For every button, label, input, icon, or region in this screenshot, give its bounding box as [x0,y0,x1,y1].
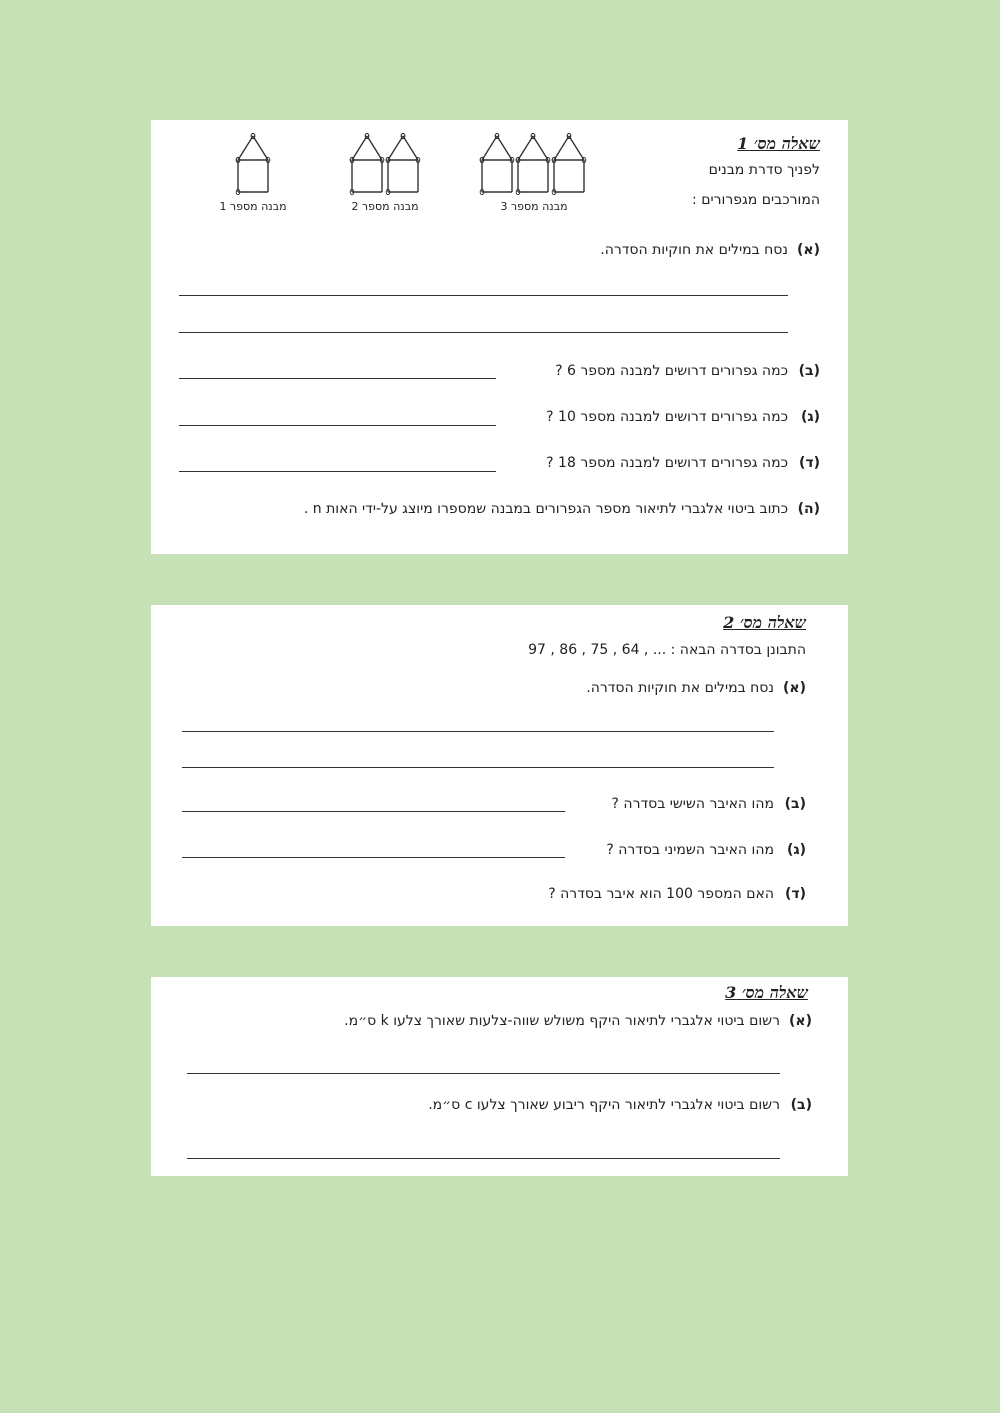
q2-c-label: (ג) [786,842,806,858]
q2-c-text: מהו האיבר השמיני בסדרה ? [606,842,774,858]
structure-2-caption: מבנה מספר 2 [351,200,419,213]
q1-c-answer-line[interactable] [179,425,496,426]
question-3-title: שאלה מס׳ 3 [725,983,808,1002]
q1-b-label: (ב) [798,363,820,379]
q3-a-text: רשום ביטוי אלגברי לתיאור היקף משולש שווה-צלעות שאורך צלעו k ס״מ. [344,1013,780,1029]
matchstick-structure-2 [349,134,421,196]
q1-c-label: (ג) [800,409,820,425]
question-1-intro-line2: המורכבים מגפרורים : [692,192,820,208]
q1-d-label: (ד) [798,455,820,471]
q3-a-label: (א) [789,1013,812,1029]
q2-d-label: (ד) [784,886,806,902]
structure-1-caption: מבנה מספר 1 [219,200,287,213]
q1-b-text: כמה גפרורים דרושים למבנה מספר 6 ? [555,363,788,379]
q1-e-label: (ה) [797,501,820,517]
q1-a-text: נסח במילים את חוקיות הסדרה. [600,242,788,258]
q3-b-text: רשום ביטוי אלגברי לתיאור היקף ריבוע שאורך צלעו c ס״מ. [428,1097,780,1113]
matchstick-structure-1 [235,134,271,196]
q2-a-answer-line-2[interactable] [182,767,774,768]
question-3-card [151,977,848,1176]
q1-b-answer-line[interactable] [179,378,496,379]
q3-b-label: (ב) [790,1097,812,1113]
q2-d-text: האם המספר 100 הוא איבר בסדרה ? [548,886,774,902]
question-1-card [151,120,848,554]
q1-a-answer-line-1[interactable] [179,295,788,296]
q3-b-answer-line[interactable] [187,1158,780,1159]
q1-a-label: (א) [797,242,820,258]
q2-b-answer-line[interactable] [182,811,565,812]
q2-a-text: נסח במילים את חוקיות הסדרה. [586,680,774,696]
q1-a-answer-line-2[interactable] [179,332,788,333]
question-2-card [151,605,848,926]
q1-c-text: כמה גפרורים דרושים למבנה מספר 10 ? [546,409,788,425]
structure-3-caption: מבנה מספר 3 [500,200,568,213]
q1-d-text: כמה גפרורים דרושים למבנה מספר 18 ? [546,455,788,471]
q2-sequence-text: התבונן בסדרה הבאה : ... , 64 , 75 , 86 , 97 [528,642,806,658]
question-1-intro-line1: לפניך סדרת מבנים [708,162,820,178]
question-2-title: שאלה מס׳ 2 [723,613,806,632]
q1-d-answer-line[interactable] [179,471,496,472]
q3-a-answer-line[interactable] [187,1073,780,1074]
q2-c-answer-line[interactable] [182,857,565,858]
q1-e-text: כתוב ביטוי אלגברי לתיאור מספר הגפרורים במבנה שמספרו מיוצג על-ידי האות n . [303,501,788,517]
q2-a-answer-line-1[interactable] [182,731,774,732]
q2-a-label: (א) [783,680,806,696]
question-1-title: שאלה מס׳ 1 [737,134,820,153]
q2-b-text: מהו האיבר השישי בסדרה ? [611,796,774,812]
q2-b-label: (ב) [784,796,806,812]
matchstick-structure-3 [479,134,589,196]
